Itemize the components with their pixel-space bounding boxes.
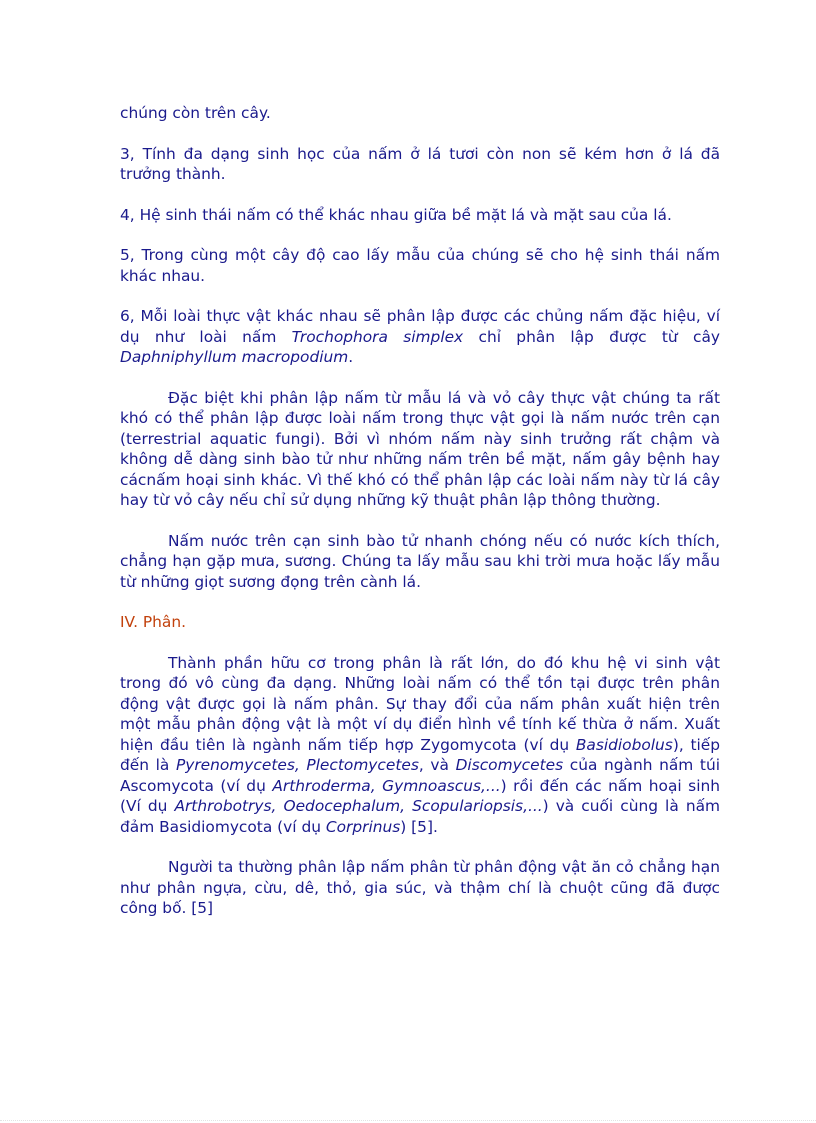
paragraph-dung-isolation: Người ta thường phân lập nấm phân từ phân động vật ăn cỏ chẳng hạn như phân ngựa, cừu, dê, thỏ, gia súc, và thậm chí là chuột cũng đã được công bố. [5] — [120, 858, 720, 917]
section-heading: IV. Phân. — [120, 613, 186, 631]
text-run: , và — [418, 756, 456, 774]
paragraph-terrestrial-aquatic-fungi: Đặc biệt khi phân lập nấm từ mẫu lá và vỏ cây thực vật chúng ta rất khó có thể phân lập được loài nấm trong thực vật gọi là nấm nước trên cạn (terrestrial aquatic fungi). Bởi vì nhóm nấm này sinh trưởng rất chậm và không dễ dàng sinh bào tử như những nấm trên bề mặt, nấm gây bệnh hay cácnấm hoại sinh khác. Vì thế khó có thể phân lập các loài nấm này từ lá cây hay từ vỏ cây nếu chỉ sử dụng những kỹ thuật phân lập thông thường. — [120, 388, 720, 509]
species-name: Daphniphyllum macropodium — [120, 348, 349, 366]
class-name: Discomycetes — [455, 756, 564, 774]
text-run: ) và cuối cùng là nấm đảm Basidiomycota (ví dụ — [120, 797, 720, 836]
list-item-4: 4, Hệ sinh thái nấm có thể khác nhau giữa bề mặt lá và mặt sau của lá. — [120, 205, 672, 224]
text-run: của ngành nấm túi Ascomycota (ví dụ — [120, 756, 720, 795]
genus-name: Basidiobolus — [575, 735, 673, 754]
paragraph-spore-sampling: Nấm nước trên cạn sinh bào tử nhanh chóng nếu có nước kích thích, chẳng hạn gặp mưa, sương. Chúng ta lấy mẫu sau khi trời mưa hoặc lấy mẫu từ những giọt sương đọng trên cành lá. — [120, 531, 720, 591]
text-run: Thành phần hữu cơ trong phân là rất lớn, do đó khu hệ vi sinh vật trong đó vô cùng đa dạng. Những loài nấm có thể tồn tại được trên phân động vật được gọi là nấm phân. Sự thay đổi của nấm phân xuất hiện trên một mẫu phân động vật là một ví dụ điển hình về tính kế thừa ở nấm. Xuất hiện đầu tiên là ngành nấm tiếp hợp Zygomycota (ví dụ — [120, 653, 720, 754]
genus-name: Arthroderma, Gymnoascus,... — [272, 776, 501, 795]
text-run: chỉ phân lập được từ cây — [463, 327, 720, 346]
genus-name: Corprinus — [325, 817, 401, 836]
list-item-3: 3, Tính đa dạng sinh học của nấm ở lá tươi còn non sẽ kém hơn ở lá đã trưởng thành. — [120, 144, 720, 183]
text-run: ), tiếp đến là — [120, 735, 720, 774]
class-name: Pyrenomycetes, Plectomycetes — [175, 756, 419, 774]
genus-name: Arthrobotrys, Oedocephalum, Scopulariopsis,... — [174, 797, 543, 815]
list-item-5: 5, Trong cùng một cây độ cao lấy mẫu của chúng sẽ cho hệ sinh thái nấm khác nhau. — [120, 246, 720, 285]
text-run: ) rồi đến các nấm hoại sinh (Ví dụ — [120, 776, 720, 815]
paragraph-continuation: chúng còn trên cây. — [120, 104, 271, 122]
text-run: 6, Mỗi loài thực vật khác nhau sẽ phân lập được các chủng nấm đặc hiệu, ví dụ như loài nấm — [120, 307, 720, 346]
species-name: Trochophora simplex — [291, 327, 464, 346]
page-bottom-rule — [0, 1120, 816, 1121]
text-run: ) [5]. — [400, 817, 438, 836]
paragraph-dung-fungi — [120, 653, 720, 838]
document-body — [120, 103, 720, 939]
list-item-6 — [120, 306, 720, 368]
text-run: . — [348, 348, 354, 366]
